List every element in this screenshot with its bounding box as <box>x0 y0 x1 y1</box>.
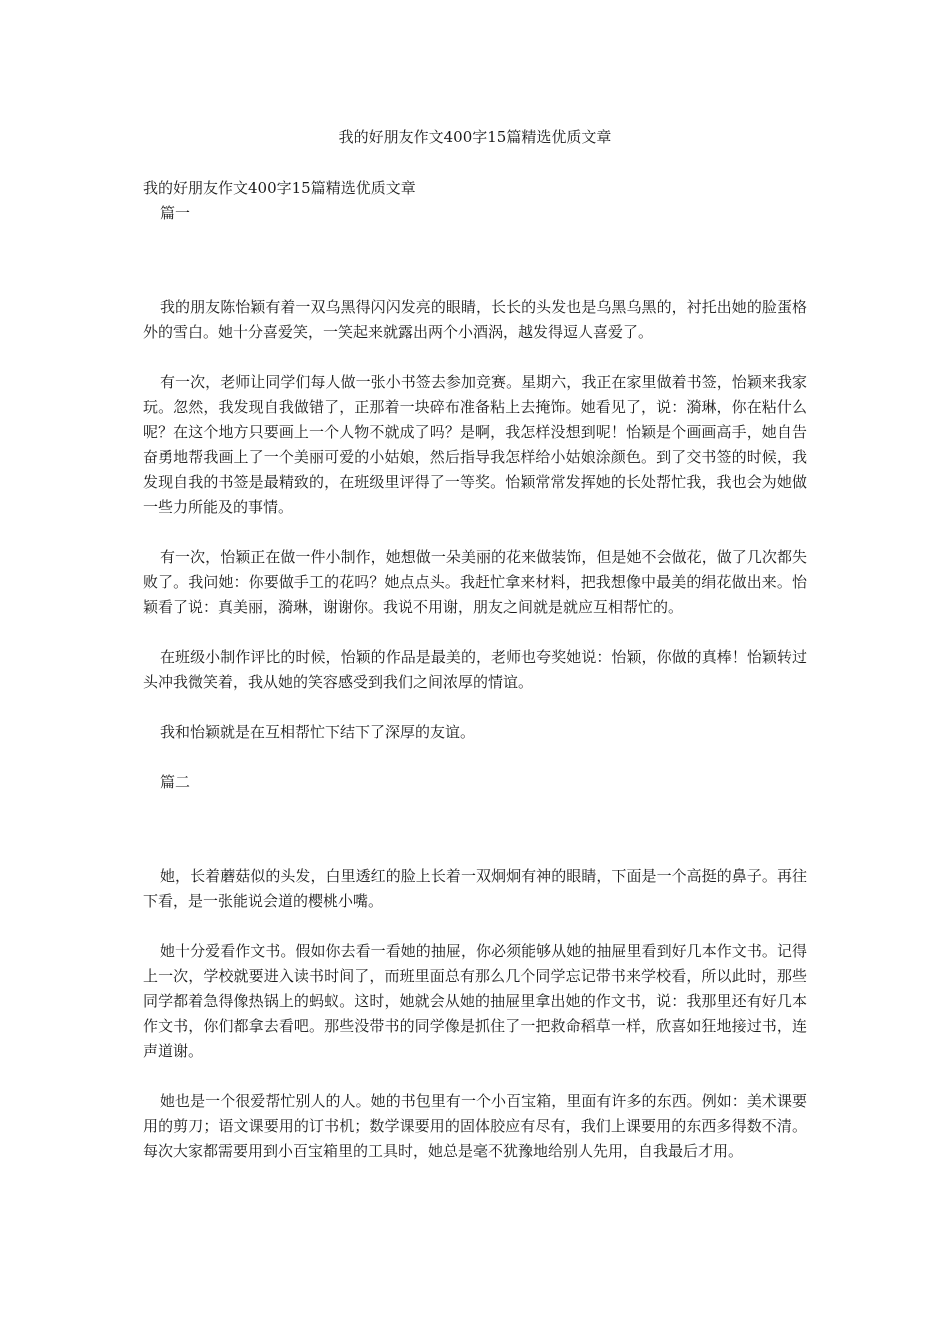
section-spacer <box>143 226 807 295</box>
document-title: 我的好朋友作文400字15篇精选优质文章 <box>338 128 612 146</box>
section-spacer <box>143 795 807 864</box>
section-label-1: 篇一 <box>160 204 191 222</box>
section-label-2: 篇二 <box>160 773 191 791</box>
paragraph: 在班级小制作评比的时候，怡颖的作品是最美的，老师也夸奖她说：怡颖，你做的真棒！怡颖转过头冲我微笑着，我从她的笑容感受到我们之间浓厚的情谊。 <box>143 648 807 691</box>
paragraph: 我和怡颖就是在互相帮忙下结下了深厚的友谊。 <box>160 723 476 741</box>
paragraph: 有一次，怡颖正在做一件小制作，她想做一朵美丽的花来做装饰，但是她不会做花，做了几次都失败了。我问她：你要做手工的花吗？她点点头。我赶忙拿来材料，把我想像中最美的绢花做出来。怡颖看了说：真美丽，漪琳，谢谢你。我说不用谢，朋友之间就是就应互相帮忙的。 <box>143 548 807 616</box>
paragraph: 她十分爱看作文书。假如你去看一看她的抽屉，你必须能够从她的抽屉里看到好几本作文书。记得上一次，学校就要进入读书时间了，而班里面总有那么几个同学忘记带书来学校看，所以此时，那些同学都着急得像热锅上的蚂蚁。这时，她就会从她的抽屉里拿出她的作文书，说：我那里还有好几本作文书，你们都拿去看吧。那些没带书的同学像是抓住了一把救命稻草一样，欣喜如狂地接过书，连声道谢。 <box>143 942 807 1060</box>
paragraph: 有一次，老师让同学们每人做一张小书签去参加竞赛。星期六，我正在家里做着书签，怡颖来我家玩。忽然，我发现自我做错了，正那着一块碎布准备粘上去掩饰。她看见了，说：漪琳，你在粘什么呢？在这个地方只要画上一个人物不就成了吗？是啊，我怎样没想到呢！怡颖是个画画高手，她自告奋勇地帮我画上了一个美丽可爱的小姑娘，然后指导我怎样给小姑娘涂颜色。到了交书签的时候，我发现自我的书签是最精致的，在班级里评得了一等奖。怡颖常常发挥她的长处帮忙我，我也会为她做一些力所能及的事情。 <box>143 373 807 516</box>
paragraph: 她也是一个很爱帮忙别人的人。她的书包里有一个小百宝箱，里面有许多的东西。例如：美术课要用的剪刀；语文课要用的订书机；数学课要用的固体胶应有尽有，我们上课要用的东西多得数不清。每次大家都需要用到小百宝箱里的工具时，她总是毫不犹豫地给别人先用，自我最后才用。 <box>143 1092 807 1160</box>
document-body <box>143 176 807 1189</box>
document-subtitle: 我的好朋友作文400字15篇精选优质文章 <box>143 179 416 197</box>
paragraph: 我的朋友陈怡颖有着一双乌黑得闪闪发亮的眼睛，长长的头发也是乌黑乌黑的，衬托出她的脸蛋格外的雪白。她十分喜爱笑，一笑起来就露出两个小酒涡，越发得逗人喜爱了。 <box>143 298 807 341</box>
paragraph: 她，长着蘑菇似的头发，白里透红的脸上长着一双炯炯有神的眼睛，下面是一个高挺的鼻子。再往下看，是一张能说会道的樱桃小嘴。 <box>143 867 807 910</box>
